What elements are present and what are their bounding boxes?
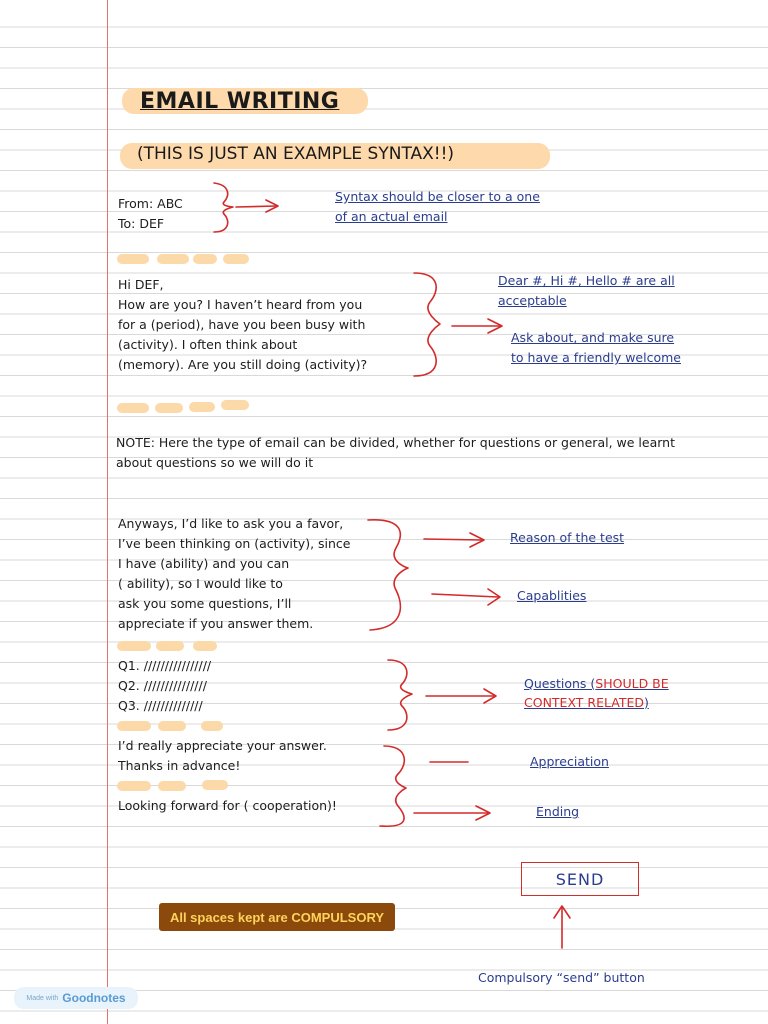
favor-line: I’ve been thinking on (activity), since [118,536,351,551]
favor-line: ask you some questions, I’ll [118,596,292,611]
badge-brand-text: Goodnotes [62,991,126,1005]
favor-note-1: Reason of the test [510,530,625,545]
favor-line: Anyways, I’d like to ask you a favor, [118,516,344,531]
greeting-line: Hi DEF, [118,277,164,292]
page-subtitle: (THIS IS JUST AN EXAMPLE SYNTAX!!) [137,144,455,164]
questions-note-red-2: CONTEXT RELATED [524,695,644,710]
ending-line: Looking forward for ( cooperation)! [118,798,337,813]
header-note-line-2: of an actual email [335,209,448,224]
greeting-note-2-line-1: Ask about, and make sure [511,330,675,345]
question-line: Q2. /////////////// [118,678,207,693]
goodnotes-badge [14,987,138,1009]
badge-small-text: Made with [26,994,59,1002]
arrow-3a [424,539,482,540]
arrow-3b [432,594,498,597]
arrow-1 [236,206,276,207]
brace-3 [368,520,408,630]
page-title: EMAIL WRITING [140,89,340,114]
questions-note-prefix: Questions ( [524,676,596,691]
closing-note: Appreciation [530,754,609,769]
greeting-line: for a (period), have you been busy with [118,317,366,332]
closing-line: Thanks in advance! [118,758,241,773]
questions-note-suffix: ) [643,695,649,710]
favor-note-2: Capablities [517,588,587,603]
favor-line: I have (ability) and you can [118,556,290,571]
greeting-line: How are you? I haven’t heard from you [118,297,363,312]
questions-note-red-1: SHOULD BE [595,676,669,691]
greeting-line: (memory). Are you still doing (activity)? [118,357,368,372]
brace-1 [214,183,233,232]
compulsory-banner: All spaces kept are COMPULSORY [159,903,395,931]
greeting-note-1-line-2: acceptable [498,293,567,308]
note-line-1: NOTE: Here the type of email can be divided, whether for questions or general, we learnt [116,435,675,450]
question-line: Q1. //////////////// [118,658,212,673]
note-line-2: about questions so we will do it [116,455,314,470]
greeting-note-1-line-1: Dear #, Hi #, Hello # are all [498,273,675,288]
question-line: Q3. ////////////// [118,698,203,713]
brace-4 [388,660,412,730]
send-button[interactable]: SEND [521,862,639,896]
favor-line: ( ability), so I would like to [118,576,283,591]
favor-line: appreciate if you answer them. [118,616,314,631]
brace-5 [380,746,406,826]
closing-line: I’d really appreciate your answer. [118,738,327,753]
brace-2 [414,273,440,376]
from-line: From: ABC [118,196,183,211]
header-note-line-1: Syntax should be closer to a one [335,189,540,204]
greeting-note-2-line-2: to have a friendly welcome [511,350,681,365]
send-note: Compulsory “send” button [478,970,645,985]
ending-note: Ending [536,804,580,819]
to-line: To: DEF [118,216,165,231]
greeting-line: (activity). I often think about [118,337,298,352]
